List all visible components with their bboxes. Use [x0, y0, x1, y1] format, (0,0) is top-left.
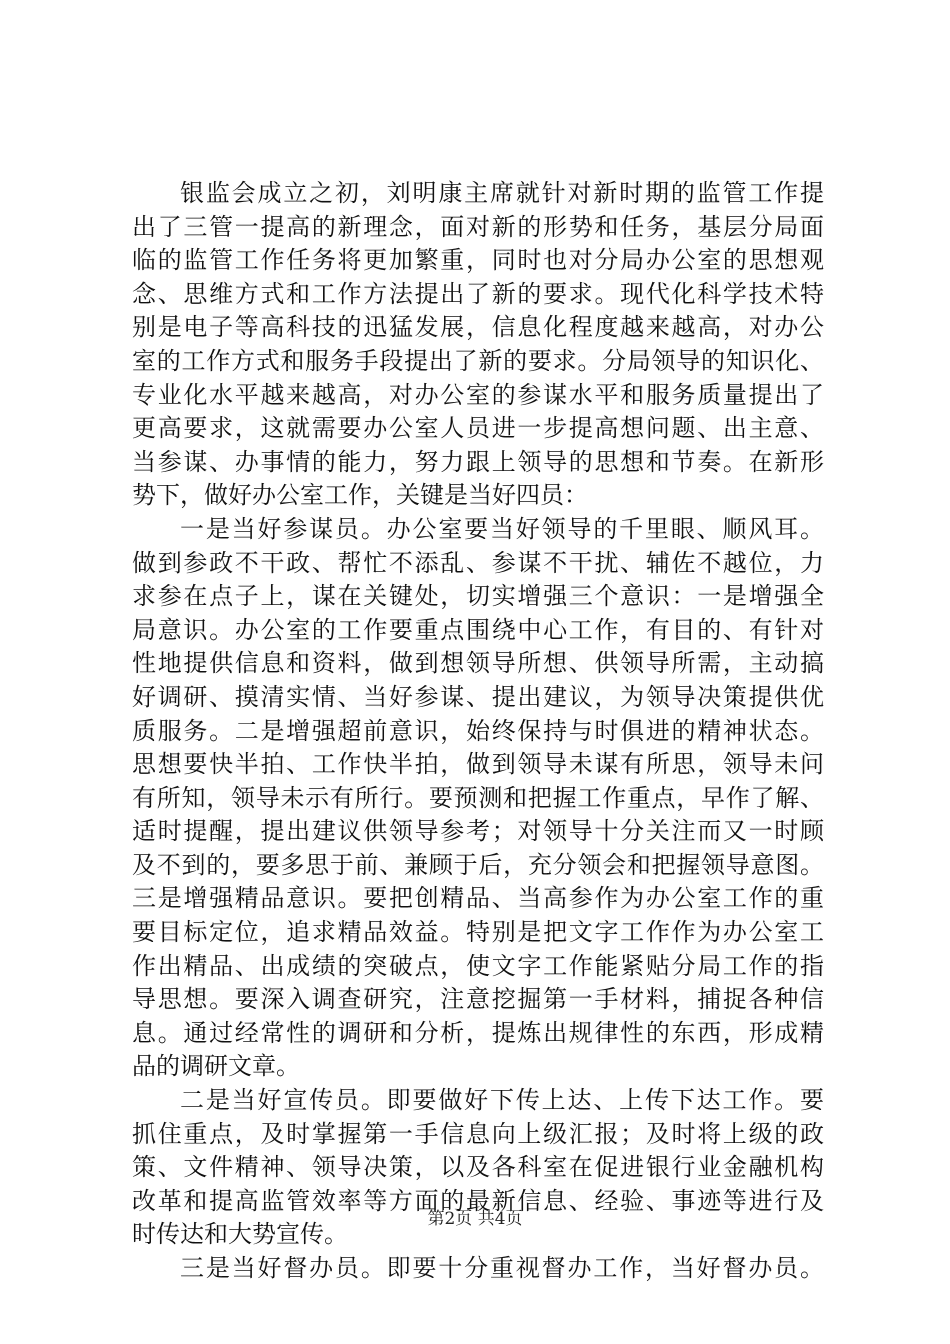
text-line: 三是增强精品意识。要把创精品、当高参作为办公室工作的重: [132, 884, 824, 913]
text-line: 要目标定位，追求精品效益。特别是把文字工作作为办公室工: [132, 918, 824, 947]
text-line: 息。通过经常性的调研和分析，提炼出规律性的东西，形成精: [132, 1018, 824, 1047]
text-line: 别是电子等高科技的迅猛发展，信息化程度越来越高，对办公: [132, 313, 824, 342]
text-line: 作出精品、出成绩的突破点，使文字工作能紧贴分局工作的指: [132, 951, 824, 980]
text-line: 思想要快半拍、工作快半拍，做到领导未谋有所思，领导未问: [132, 750, 824, 779]
text-line: 适时提醒，提出建议供领导参考；对领导十分关注而又一时顾: [132, 817, 824, 846]
text-line: 势下，做好办公室工作，关键是当好四员：: [132, 481, 588, 510]
text-line: 性地提供信息和资料，做到想领导所想、供领导所需，主动搞: [132, 649, 824, 678]
text-line: 及不到的，要多思于前、兼顾于后，充分领会和把握领导意图。: [132, 850, 824, 879]
text-line: 改革和提高监管效率等方面的最新信息、经验、事迹等进行及: [132, 1186, 824, 1215]
text-line: 求参在点子上，谋在关键处，切实增强三个意识：一是增强全: [132, 582, 824, 611]
text-line: 出了三管一提高的新理念，面对新的形势和任务，基层分局面: [132, 212, 824, 241]
text-line: 念、思维方式和工作方法提出了新的要求。现代化科学技术特: [132, 279, 824, 308]
text-line: 品的调研文章。: [132, 1052, 300, 1081]
text-line: 策、文件精神、领导决策，以及各科室在促进银行业金融机构: [132, 1153, 824, 1182]
text-line: 临的监管工作任务将更加繁重，同时也对分局办公室的思想观: [132, 246, 824, 275]
document-body: [132, 177, 824, 1286]
text-line: 做到参政不干政、帮忙不添乱、参谋不干扰、辅佐不越位，力: [132, 548, 824, 577]
text-line: 有所知，领导未示有所行。要预测和把握工作重点，早作了解、: [132, 783, 824, 812]
text-line: 时传达和大势宣传。: [132, 1220, 348, 1249]
text-line: 三是当好督办员。即要十分重视督办工作，当好督办员。: [180, 1254, 824, 1282]
text-line: 一是当好参谋员。办公室要当好领导的千里眼、顺风耳。: [180, 514, 824, 543]
text-line: 局意识。办公室的工作要重点围绕中心工作，有目的、有针对: [132, 615, 824, 644]
text-line: 更高要求，这就需要办公室人员进一步提高想问题、出主意、: [132, 414, 824, 443]
text-line: 导思想。要深入调查研究，注意挖掘第一手材料，捕捉各种信: [132, 985, 824, 1014]
text-line: 好调研、摸清实情、当好参谋、提出建议，为领导决策提供优: [132, 682, 824, 711]
text-line: 银监会成立之初，刘明康主席就针对新时期的监管工作提: [180, 179, 824, 207]
text-line: 抓住重点，及时掌握第一手信息向上级汇报；及时将上级的政: [132, 1119, 824, 1148]
text-line: 质服务。二是增强超前意识，始终保持与时俱进的精神状态。: [132, 716, 824, 745]
text-line: 专业化水平越来越高，对办公室的参谋水平和服务质量提出了: [132, 380, 824, 409]
text-line: 室的工作方式和服务手段提出了新的要求。分局领导的知识化、: [132, 346, 824, 375]
text-line: 二是当好宣传员。即要做好下传上达、上传下达工作。要: [180, 1086, 824, 1115]
page-footer: 第2页 共4页: [427, 1209, 523, 1229]
text-line: 当参谋、办事情的能力，努力跟上领导的思想和节奏。在新形: [132, 447, 824, 476]
